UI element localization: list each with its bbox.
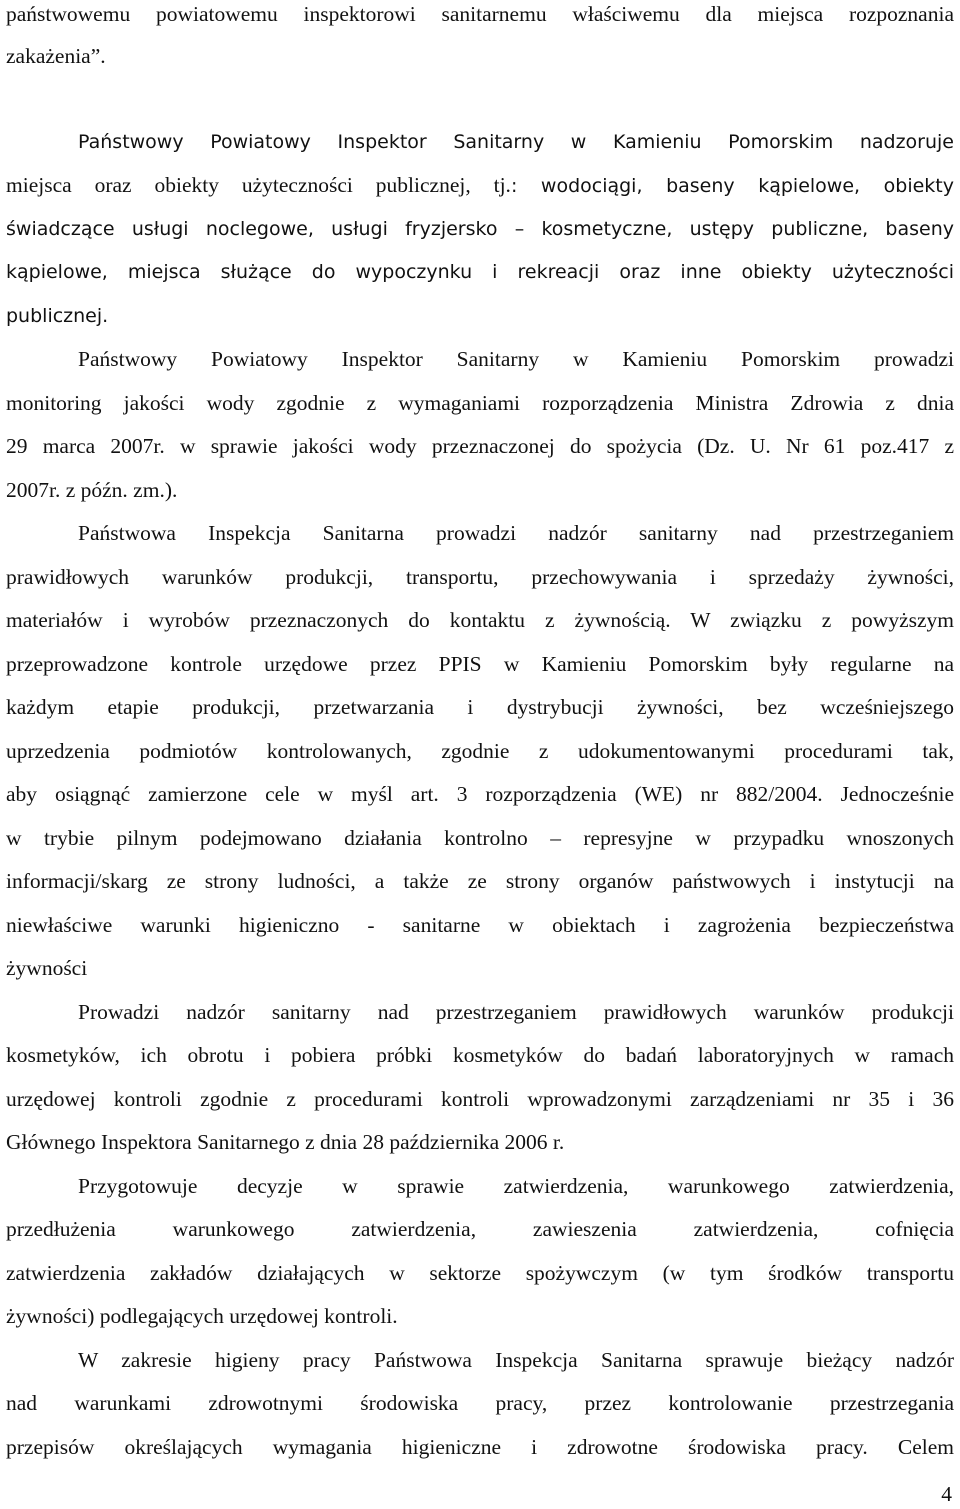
text-line: aby osiągnąć zamierzone cele w myśl art. 3 rozporządzenia (WE) nr 882/2004. Jednocześnie: [6, 782, 954, 806]
text-line: w trybie pilnym podejmowano działania kontrolno – represyjne w przypadku wnoszonych: [6, 826, 954, 850]
text-line: nad warunkami zdrowotnymi środowiska pracy, przez kontrolowanie przestrzegania: [6, 1391, 954, 1415]
text-fragment: : wodociągi, baseny kąpielowe, obiekty: [510, 175, 954, 197]
text-line: każdym etapie produkcji, przetwarzania i dystrybucji żywności, bez wcześniejszego: [6, 695, 954, 719]
text-line: monitoring jakości wody zgodnie z wymaganiami rozporządzenia Ministra Zdrowia z dnia: [6, 391, 954, 415]
text-line: urzędowej kontroli zgodnie z procedurami kontroli wprowadzonymi zarządzeniami nr 35 i 36: [6, 1087, 954, 1111]
text-line: kosmetyków, ich obrotu i pobiera próbki kosmetyków do badań laboratoryjnych w ramach: [6, 1043, 954, 1067]
text-line: żywności) podlegających urzędowej kontroli.: [6, 1304, 398, 1328]
text-line: Państwowy Powiatowy Inspektor Sanitarny w Kamieniu Pomorskim prowadzi: [78, 347, 954, 371]
text-line: przepisów określających wymagania higieniczne i zdrowotne środowiska pracy. Celem: [6, 1435, 954, 1459]
text-line: żywności: [6, 956, 88, 980]
text-line: kąpielowe, miejsca służące do wypoczynku i rekreacji oraz inne obiekty użyteczności: [6, 261, 954, 283]
text-line: 29 marca 2007r. w sprawie jakości wody przeznaczonej do spożycia (Dz. U. Nr 61 poz.417 z: [6, 434, 954, 458]
text-line: państwowemu powiatowemu inspektorowi sanitarnemu właściwemu dla miejsca rozpoznania: [6, 2, 954, 26]
text-line: świadczące usługi noclegowe, usługi fryzjersko – kosmetyczne, ustępy publiczne, baseny: [6, 218, 954, 240]
text-line: W zakresie higieny pracy Państwowa Inspekcja Sanitarna sprawuje bieżący nadzór: [78, 1348, 954, 1372]
text-line: Prowadzi nadzór sanitarny nad przestrzeganiem prawidłowych warunków produkcji: [78, 1000, 954, 1024]
text-line: Głównego Inspektora Sanitarnego z dnia 28 października 2006 r.: [6, 1130, 565, 1154]
page-number: 4: [941, 1482, 952, 1506]
text-line: uprzedzenia podmiotów kontrolowanych, zgodnie z udokumentowanymi procedurami tak,: [6, 739, 954, 763]
text-line: Państwowy Powiatowy Inspektor Sanitarny w Kamieniu Pomorskim nadzoruje: [78, 131, 954, 153]
text-line: prawidłowych warunków produkcji, transportu, przechowywania i sprzedaży żywności,: [6, 565, 954, 589]
text-line: publicznej.: [6, 305, 109, 327]
text-fragment: miejsca oraz obiekty użyteczności publicznej, tj.: [6, 173, 511, 197]
text-line: materiałów i wyrobów przeznaczonych do kontaktu z żywnością. W związku z powyższym: [6, 608, 954, 632]
text-line: [6, 171, 954, 199]
text-line: zakażenia”.: [6, 44, 106, 68]
text-line: przeprowadzone kontrole urzędowe przez PPIS w Kamieniu Pomorskim były regularne na: [6, 652, 954, 676]
text-line: zatwierdzenia zakładów działających w sektorze spożywczym (w tym środków transportu: [6, 1261, 954, 1285]
text-line: informacji/skarg ze strony ludności, a także ze strony organów państwowych i instytucji na: [6, 869, 954, 893]
text-line: 2007r. z późn. zm.).: [6, 478, 178, 502]
text-line: przedłużenia warunkowego zatwierdzenia, zawieszenia zatwierdzenia, cofnięcia: [6, 1217, 954, 1241]
text-line: Przygotowuje decyzje w sprawie zatwierdzenia, warunkowego zatwierdzenia,: [78, 1174, 954, 1198]
text-line: Państwowa Inspekcja Sanitarna prowadzi nadzór sanitarny nad przestrzeganiem: [78, 521, 954, 545]
text-line: niewłaściwe warunki higieniczno - sanitarne w obiektach i zagrożenia bezpieczeństwa: [6, 913, 954, 937]
